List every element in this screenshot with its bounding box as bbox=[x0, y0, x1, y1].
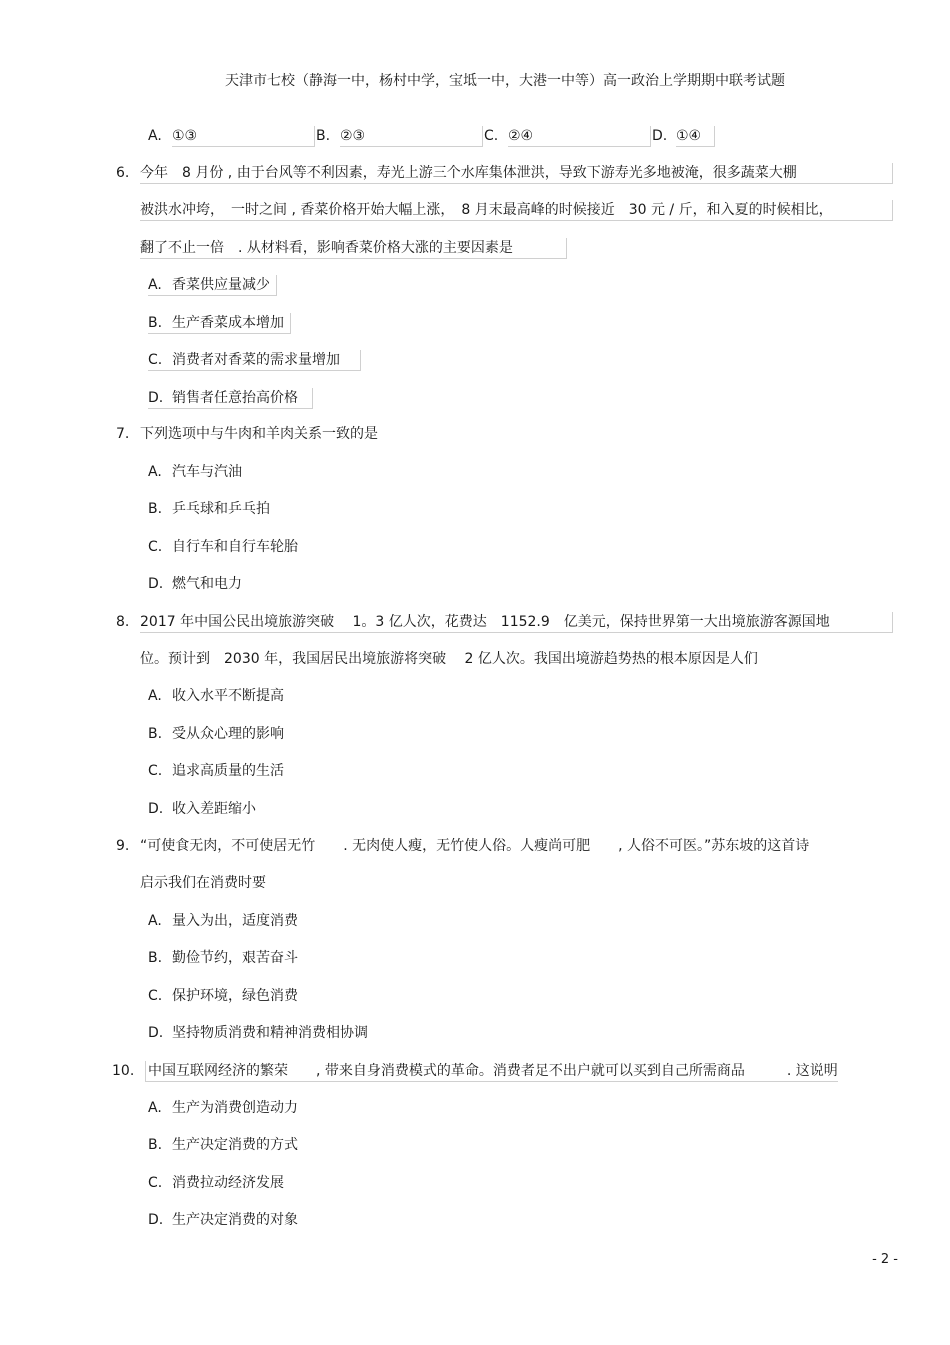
option-letter: B. bbox=[148, 950, 163, 966]
option-letter: A. bbox=[148, 688, 162, 704]
q6-line-1: 今年 8 月份 , 由于台风等不利因素，寿光上游三个水库集体泄洪，导致下游寿光多地被淹，很多蔬菜大棚 bbox=[140, 163, 893, 184]
q7-option-b bbox=[148, 499, 270, 519]
page-number: - 2 - bbox=[872, 1252, 898, 1267]
option-text: 消费者对香菜的需求量增加 bbox=[172, 352, 340, 368]
q8-option-c bbox=[148, 761, 284, 781]
option-text: 坚持物质消费和精神消费相协调 bbox=[172, 1025, 368, 1041]
option-letter: D. bbox=[148, 390, 164, 406]
option-text: 生产决定消费的方式 bbox=[172, 1137, 298, 1153]
option-text: 追求高质量的生活 bbox=[172, 763, 284, 779]
q10-number: 10. bbox=[112, 1063, 135, 1079]
q6-option-a bbox=[148, 275, 277, 296]
q9-line-1: “可使食无肉，不可使居无竹 . 无肉使人瘦，无竹使人俗。人瘦尚可肥 , 人俗不可医。”苏东坡的这首诗 bbox=[140, 838, 810, 854]
option-letter: D. bbox=[148, 1212, 164, 1228]
q9-option-c bbox=[148, 986, 298, 1006]
option-letter: B. bbox=[148, 1137, 163, 1153]
option-letter: C. bbox=[148, 539, 163, 555]
q8-number: 8. bbox=[116, 614, 130, 630]
option-text: 生产决定消费的对象 bbox=[172, 1212, 298, 1228]
q5-option-a bbox=[148, 126, 315, 147]
option-text: 消费拉动经济发展 bbox=[172, 1175, 284, 1191]
q9-option-d bbox=[148, 1023, 368, 1043]
option-letter: D. bbox=[148, 801, 164, 817]
q7-option-d bbox=[148, 574, 242, 594]
option-letter: C. bbox=[148, 352, 163, 368]
q8-option-b bbox=[148, 724, 284, 744]
option-letter: C. bbox=[148, 763, 163, 779]
option-text: 自行车和自行车轮胎 bbox=[172, 539, 298, 555]
q6-line-2: 被洪水冲垮， 一时之间 , 香菜价格开始大幅上涨， 8 月末最高峰的时候接近 30 元 / 斤，和入夏的时候相比， bbox=[140, 200, 893, 221]
option-text: 收入水平不断提高 bbox=[172, 688, 284, 704]
q10-option-b bbox=[148, 1135, 298, 1155]
q10-option-c bbox=[148, 1173, 284, 1193]
option-letter: B. bbox=[148, 501, 163, 517]
option-letter: B. bbox=[316, 128, 331, 144]
q5-option-b bbox=[316, 126, 483, 147]
option-text: ①④ bbox=[676, 126, 715, 147]
option-text: 燃气和电力 bbox=[172, 576, 242, 592]
q8-line-1: 2017 年中国公民出境旅游突破 1。3 亿人次，花费达 1152.9 亿美元，保持世界第一大出境旅游客源国地 bbox=[140, 612, 893, 633]
page-header-title: 天津市七校（静海一中，杨村中学，宝坻一中，大港一中等）高一政治上学期期中联考试题 bbox=[225, 73, 785, 89]
option-letter: C. bbox=[148, 988, 163, 1004]
q6-line-3: 翻了不止一倍 . 从材料看，影响香菜价格大涨的主要因素是 bbox=[140, 238, 567, 259]
q5-option-d bbox=[652, 126, 715, 147]
option-letter: B. bbox=[148, 315, 163, 331]
q9-option-a bbox=[148, 911, 298, 931]
q6-number: 6. bbox=[116, 165, 130, 181]
option-text: 量入为出，适度消费 bbox=[172, 913, 298, 929]
option-letter: A. bbox=[148, 464, 162, 480]
option-letter: C. bbox=[484, 128, 499, 144]
option-letter: A. bbox=[148, 128, 162, 144]
option-text: 生产为消费创造动力 bbox=[172, 1100, 298, 1116]
option-letter: B. bbox=[148, 726, 163, 742]
option-text: 香菜供应量减少 bbox=[172, 277, 270, 293]
option-text: ②③ bbox=[340, 126, 483, 147]
option-letter: A. bbox=[148, 1100, 162, 1116]
option-letter: A. bbox=[148, 913, 162, 929]
q5-option-c bbox=[484, 126, 651, 147]
option-letter: A. bbox=[148, 277, 162, 293]
q10-option-d bbox=[148, 1210, 298, 1230]
option-text: 乒乓球和乒乓拍 bbox=[172, 501, 270, 517]
option-text: 汽车与汽油 bbox=[172, 464, 242, 480]
q7-line-1: 下列选项中与牛肉和羊肉关系一致的是 bbox=[140, 426, 378, 442]
q10-line-1: 中国互联网经济的繁荣 , 带来自身消费模式的革命。消费者足不出户就可以买到自己所需商品 . 这说明 bbox=[145, 1061, 838, 1082]
q7-number: 7. bbox=[116, 426, 130, 442]
q8-option-d bbox=[148, 799, 256, 819]
option-letter: D. bbox=[148, 1025, 164, 1041]
q10-option-a bbox=[148, 1098, 298, 1118]
q6-option-c bbox=[148, 350, 361, 371]
option-text: ②④ bbox=[508, 126, 651, 147]
q9-option-b bbox=[148, 948, 298, 968]
q6-option-b bbox=[148, 313, 291, 334]
q9-line-2: 启示我们在消费时要 bbox=[140, 875, 266, 891]
q7-option-c bbox=[148, 537, 298, 557]
q6-option-d bbox=[148, 388, 313, 409]
option-text: 生产香菜成本增加 bbox=[172, 315, 284, 331]
option-letter: D. bbox=[148, 576, 164, 592]
q9-number: 9. bbox=[116, 838, 130, 854]
q8-line-2: 位。预计到 2030 年，我国居民出境旅游将突破 2 亿人次。我国出境游趋势热的根本原因是人们 bbox=[140, 651, 758, 667]
option-text: 勤俭节约，艰苦奋斗 bbox=[172, 950, 298, 966]
option-text: 受从众心理的影响 bbox=[172, 726, 284, 742]
option-text: 保护环境，绿色消费 bbox=[172, 988, 298, 1004]
q8-option-a bbox=[148, 686, 284, 706]
option-text: 收入差距缩小 bbox=[172, 801, 256, 817]
option-letter: C. bbox=[148, 1175, 163, 1191]
option-text: ①③ bbox=[172, 126, 315, 147]
option-text: 销售者任意抬高价格 bbox=[172, 390, 298, 406]
q7-option-a bbox=[148, 462, 242, 482]
option-letter: D. bbox=[652, 128, 668, 144]
